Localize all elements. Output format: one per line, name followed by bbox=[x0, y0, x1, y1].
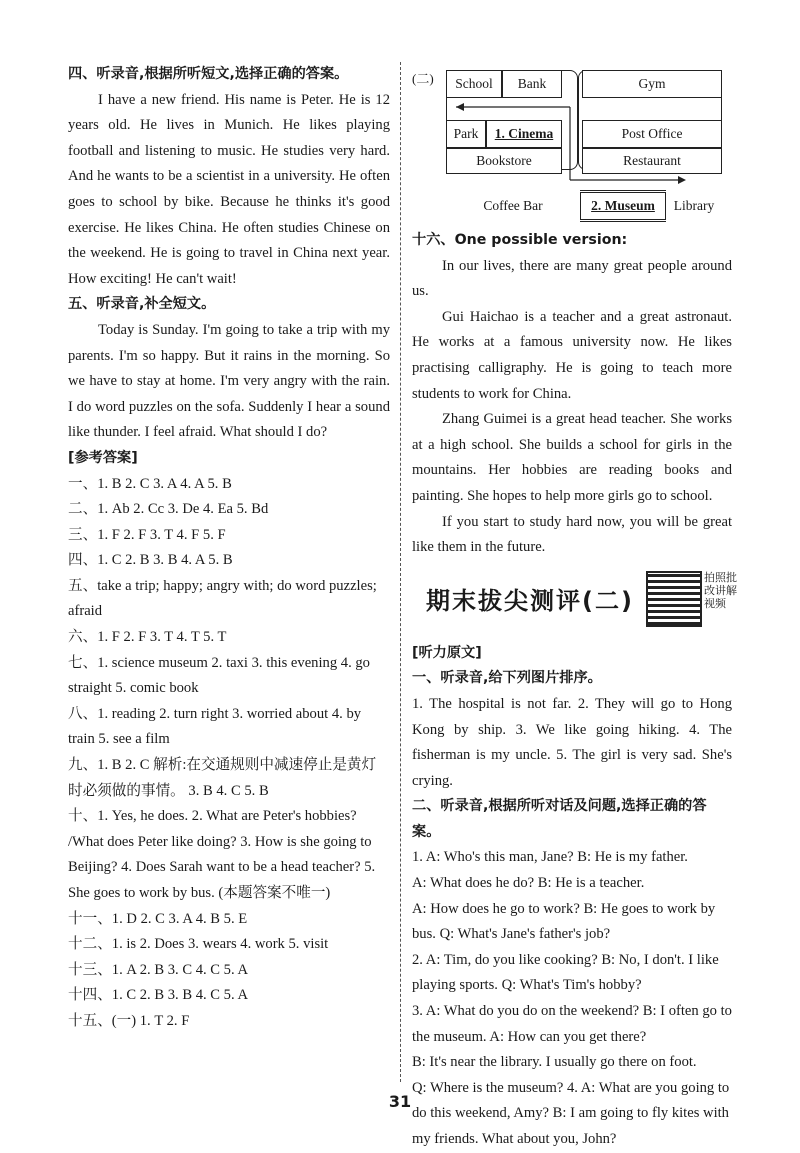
answer-4: 四、1. C 2. B 3. B 4. A 5. B bbox=[68, 552, 233, 569]
street-map bbox=[412, 62, 732, 222]
dialogue-line-2: A: What does he do? B: He is a teacher. bbox=[412, 875, 645, 892]
dialogue-line-3: A: How does he go to work? B: He goes to work by bus. Q: What's Jane's father's job? bbox=[412, 900, 716, 943]
essay-paragraph-4: If you start to study hard now, you will be great like them in the future. bbox=[412, 513, 732, 556]
listening-2-heading: 二、听录音,根据所听对话及问题,选择正确的答案。 bbox=[412, 798, 707, 840]
arrow-right-icon bbox=[678, 176, 686, 184]
essay-paragraph-3: Zhang Guimei is a great head teacher. She works at a high school. She builds a school for girls in the mountains. Her hobbies are reading books and painting. She hopes to help more girls go to school. bbox=[412, 411, 732, 504]
answer-9: 九、1. B 2. C 解析:在交通规则中减速停止是黄灯时必须做的事情。 3. B 4. C 5. B bbox=[68, 757, 377, 799]
map-museum: 2. Museum bbox=[580, 192, 666, 220]
listening-1-text: 1. The hospital is not far. 2. They will go to Hong Kong by ship. 3. We like going hiking. 4. The fisherman is my uncle. 5. The girl is very sad. She's crying. bbox=[412, 695, 732, 789]
map-gym: Gym bbox=[582, 70, 722, 98]
section-5-passage: Today is Sunday. I'm going to take a trip with my parents. I'm so happy. But it rains in the morning. So we have to stay at home. I'm very angry with the rain. I do word puzzles on the sofa. Suddenly I hear a sound like thunder. I feel afraid. What should I do? bbox=[68, 321, 390, 441]
essay-paragraph-2: Gui Haichao is a teacher and a great astronaut. He works at a famous university now. He likes practising calligraphy. He is going to teach more students to work for China. bbox=[412, 308, 732, 402]
answer-10: 十、1. Yes, he does. 2. What are Peter's hobbies? /What does Peter like doing? 3. How is she going to Beijing? 4. Does Sarah want to be a head teacher? 5. She goes to work by bus. (本题答案不唯一) bbox=[68, 808, 376, 901]
map-coffee-bar: Coffee Bar bbox=[446, 190, 580, 222]
answer-5: 五、take a trip; happy; angry with; do word puzzles; afraid bbox=[68, 577, 377, 620]
dialogue-line-5: 3. A: What do you do on the weekend? B: I often go to the museum. A: How can you get there? bbox=[412, 1003, 732, 1045]
answer-8: 八、1. reading 2. turn right 3. worried about 4. by train 5. see a film bbox=[68, 705, 362, 748]
map-bank: Bank bbox=[502, 70, 562, 98]
qr-label: 拍照批改讲解视频 bbox=[704, 570, 737, 610]
map-post-office: Post Office bbox=[582, 120, 722, 148]
section-4-passage: I have a new friend. His name is Peter. He is 12 years old. He lives in Munich. He likes playing football and listening to music. He studies very hard. And he wants to be a scientist in a university. He often goes to school by bike. Because he thinks it's good exercise. He likes China. He often studies Chinese on the weekend. He is going to travel in China next year. How exciting! He can't wait! bbox=[68, 91, 390, 287]
map-bookstore: Bookstore bbox=[446, 148, 562, 174]
listening-text-heading: [听力原文] bbox=[412, 644, 482, 661]
listening-1-heading: 一、听录音,给下列图片排序。 bbox=[412, 670, 602, 687]
exam-title-block bbox=[412, 570, 737, 639]
section-16-heading: 十六、One possible version: bbox=[412, 232, 628, 248]
left-column bbox=[68, 62, 390, 1035]
map-cinema: 1. Cinema bbox=[486, 120, 562, 148]
answer-13: 十三、1. A 2. B 3. C 4. C 5. A bbox=[68, 961, 249, 978]
arrow-left-icon bbox=[456, 103, 464, 111]
exam-title: 期末拔尖测评(二) bbox=[426, 586, 634, 615]
essay-paragraph-1: In our lives, there are many great people around us. bbox=[412, 257, 732, 300]
dialogue-line-6: B: It's near the library. I usually go there on foot. bbox=[412, 1054, 697, 1071]
map-park: Park bbox=[446, 120, 486, 148]
section-4-heading: 四、听录音,根据所听短文,选择正确的答案。 bbox=[68, 66, 349, 82]
column-divider bbox=[400, 62, 401, 1082]
answer-2: 二、1. Ab 2. Cc 3. De 4. Ea 5. Bd bbox=[68, 501, 269, 518]
map-library: Library bbox=[666, 190, 722, 222]
answer-11: 十一、1. D 2. C 3. A 4. B 5. E bbox=[68, 910, 248, 927]
answer-15: 十五、(一) 1. T 2. F bbox=[68, 1012, 190, 1029]
answer-14: 十四、1. C 2. B 3. B 4. C 5. A bbox=[68, 987, 249, 1004]
page-number: 31 bbox=[388, 1092, 412, 1111]
qr-code-icon bbox=[646, 571, 702, 627]
answer-6: 六、1. F 2. F 3. T 4. T 5. T bbox=[68, 629, 227, 646]
answer-1: 一、1. B 2. C 3. A 4. A 5. B bbox=[68, 475, 232, 492]
map-route-arrows bbox=[412, 62, 732, 222]
dialogue-line-7: Q: Where is the museum? 4. A: What are you going to do this weekend, Amy? B: I am going to fly kites with my friends. What about you, John? bbox=[412, 1079, 730, 1147]
right-column bbox=[412, 62, 737, 1153]
answer-7: 七、1. science museum 2. taxi 3. this evening 4. go straight 5. comic book bbox=[68, 654, 370, 697]
section-5-heading: 五、听录音,补全短文。 bbox=[68, 296, 216, 313]
dialogue-line-4: 2. A: Tim, do you like cooking? B: No, I don't. I like playing sports. Q: What's Tim's hobby? bbox=[412, 951, 719, 994]
map-label: (二) bbox=[412, 71, 434, 86]
dialogue-line-1: 1. A: Who's this man, Jane? B: He is my father. bbox=[412, 849, 688, 866]
answer-3: 三、1. F 2. F 3. T 4. F 5. F bbox=[68, 526, 226, 543]
answer-12: 十二、1. is 2. Does 3. wears 4. work 5. visit bbox=[68, 936, 329, 953]
map-restaurant: Restaurant bbox=[582, 148, 722, 174]
reference-answers-heading: [参考答案] bbox=[68, 449, 138, 466]
map-school: School bbox=[446, 70, 502, 98]
